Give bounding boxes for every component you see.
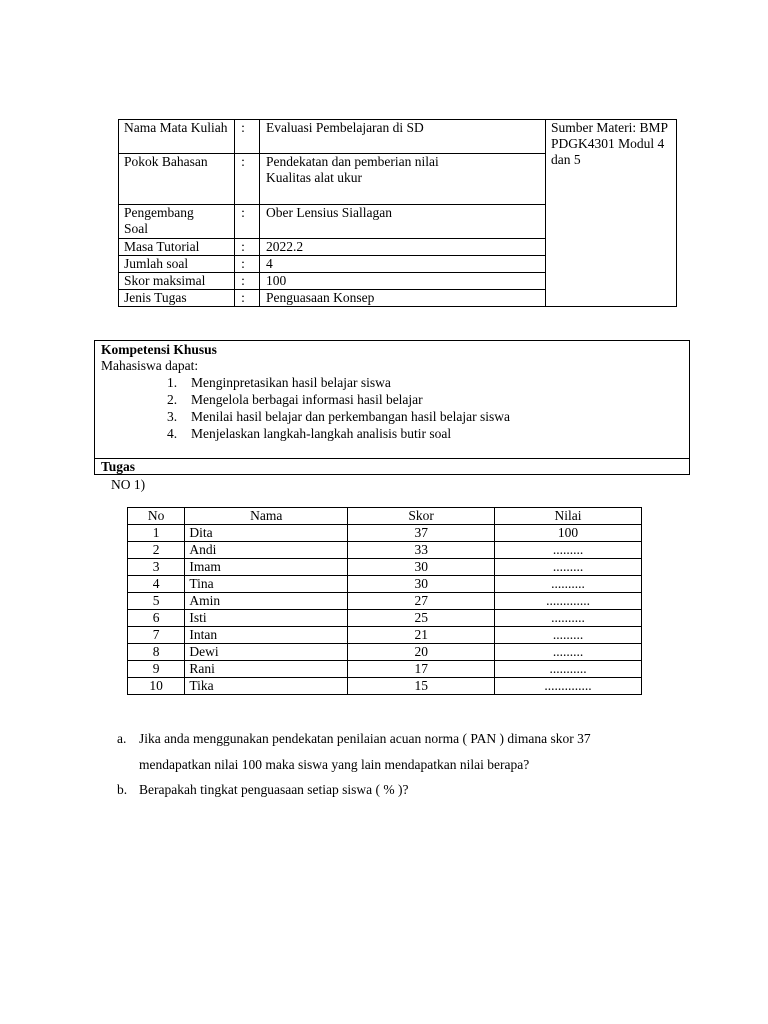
list-text: Menilai hasil belajar dan perkembangan hasil belajar siswa — [191, 409, 511, 424]
question-b-label: b. — [117, 782, 128, 797]
cell-nilai: ......... — [495, 559, 642, 576]
info-label: Nama Mata Kuliah — [119, 120, 235, 154]
question-b-text: Berapakah tingkat penguasaan setiap siswa ( % )? — [139, 782, 409, 797]
score-table — [127, 507, 642, 695]
cell-no: 1 — [128, 525, 185, 542]
cell-nilai: ......... — [495, 627, 642, 644]
list-number: 3. — [167, 409, 178, 424]
table-header-row — [128, 508, 642, 525]
question-a-label: a. — [117, 731, 127, 746]
tugas-title: Tugas — [101, 459, 136, 474]
cell-no: 10 — [128, 678, 185, 695]
cell-nilai: ......... — [495, 644, 642, 661]
table-row — [128, 678, 642, 695]
header-skor: Skor — [348, 508, 495, 525]
cell-no: 8 — [128, 644, 185, 661]
info-value: Pendekatan dan pemberian nilai Kualitas alat ukur — [259, 154, 545, 205]
kompetensi-title: Kompetensi Khusus — [101, 342, 217, 357]
list-text: Menjelaskan langkah-langkah analisis butir soal — [191, 426, 452, 441]
cell-no: 3 — [128, 559, 185, 576]
cell-skor: 17 — [348, 661, 495, 678]
cell-nama: Tina — [185, 576, 348, 593]
cell-nilai: .......... — [495, 610, 642, 627]
table-row — [128, 661, 642, 678]
cell-skor: 30 — [348, 559, 495, 576]
cell-no: 2 — [128, 542, 185, 559]
table-row — [128, 525, 642, 542]
info-value: 2022.2 — [259, 239, 545, 256]
info-label: Pokok Bahasan — [119, 154, 235, 205]
cell-skor: 20 — [348, 644, 495, 661]
question-a-continuation: mendapatkan nilai 100 maka siswa yang lain mendapatkan nilai berapa? — [139, 757, 530, 772]
cell-no: 5 — [128, 593, 185, 610]
cell-skor: 37 — [348, 525, 495, 542]
info-label — [119, 205, 235, 239]
cell-nama: Intan — [185, 627, 348, 644]
cell-nama: Imam — [185, 559, 348, 576]
info-colon: : — [235, 205, 260, 239]
cell-no: 7 — [128, 627, 185, 644]
header-nilai: Nilai — [495, 508, 642, 525]
cell-nama: Dita — [185, 525, 348, 542]
list-item — [167, 391, 510, 408]
list-number: 1. — [167, 375, 178, 390]
cell-no: 4 — [128, 576, 185, 593]
question-a — [117, 731, 591, 747]
course-info-table — [118, 119, 677, 307]
info-colon: : — [235, 256, 260, 273]
cell-skor: 15 — [348, 678, 495, 695]
list-item — [167, 425, 510, 442]
question-a-text: Jika anda menggunakan pendekatan penilaian acuan norma ( PAN ) dimana skor 37 — [139, 731, 591, 746]
table-row — [128, 542, 642, 559]
source-cell — [546, 120, 677, 307]
cell-skor: 27 — [348, 593, 495, 610]
table-row — [128, 610, 642, 627]
info-value: Evaluasi Pembelajaran di SD — [259, 120, 545, 154]
list-text: Menginpretasikan hasil belajar siswa — [191, 375, 391, 390]
cell-skor: 21 — [348, 627, 495, 644]
table-row — [128, 559, 642, 576]
info-value: 100 — [259, 273, 545, 290]
cell-nama: Isti — [185, 610, 348, 627]
cell-nama: Dewi — [185, 644, 348, 661]
list-item — [167, 374, 510, 391]
cell-nilai: .......... — [495, 576, 642, 593]
cell-nilai: 100 — [495, 525, 642, 542]
tugas-row — [95, 458, 689, 475]
info-label: Jenis Tugas — [119, 290, 235, 307]
list-item — [167, 408, 510, 425]
header-nama: Nama — [185, 508, 348, 525]
kompetensi-intro: Mahasiswa dapat: — [101, 358, 199, 373]
table-row — [128, 593, 642, 610]
cell-skor: 30 — [348, 576, 495, 593]
cell-nilai: ......... — [495, 542, 642, 559]
cell-nilai: ............. — [495, 593, 642, 610]
cell-nilai: .............. — [495, 678, 642, 695]
info-value: 4 — [259, 256, 545, 273]
info-colon: : — [235, 239, 260, 256]
header-no: No — [128, 508, 185, 525]
cell-nama: Amin — [185, 593, 348, 610]
cell-nama: Tika — [185, 678, 348, 695]
cell-nama: Andi — [185, 542, 348, 559]
info-row — [119, 120, 677, 154]
question-b — [117, 782, 409, 798]
cell-nama: Rani — [185, 661, 348, 678]
info-label: Masa Tutorial — [119, 239, 235, 256]
kompetensi-list — [167, 374, 510, 442]
cell-skor: 25 — [348, 610, 495, 627]
info-colon: : — [235, 290, 260, 307]
table-row — [128, 576, 642, 593]
list-number: 4. — [167, 426, 178, 441]
info-colon: : — [235, 273, 260, 290]
info-label-text: Pengembang Soal — [124, 205, 194, 236]
cell-nilai: ........... — [495, 661, 642, 678]
kompetensi-box — [94, 340, 690, 475]
info-label: Skor maksimal — [119, 273, 235, 290]
cell-no: 9 — [128, 661, 185, 678]
list-number: 2. — [167, 392, 178, 407]
table-row — [128, 644, 642, 661]
table-row — [128, 627, 642, 644]
info-label: Jumlah soal — [119, 256, 235, 273]
cell-no: 6 — [128, 610, 185, 627]
cell-skor: 33 — [348, 542, 495, 559]
info-value: Penguasaan Konsep — [259, 290, 545, 307]
list-text: Mengelola berbagai informasi hasil belajar — [191, 392, 423, 407]
source-text: Sumber Materi: BMP PDGK4301 Modul 4 dan 5 — [551, 120, 668, 167]
info-colon: : — [235, 120, 260, 154]
info-value: Ober Lensius Siallagan — [259, 205, 545, 239]
question-number: NO 1) — [111, 477, 146, 492]
info-colon: : — [235, 154, 260, 205]
